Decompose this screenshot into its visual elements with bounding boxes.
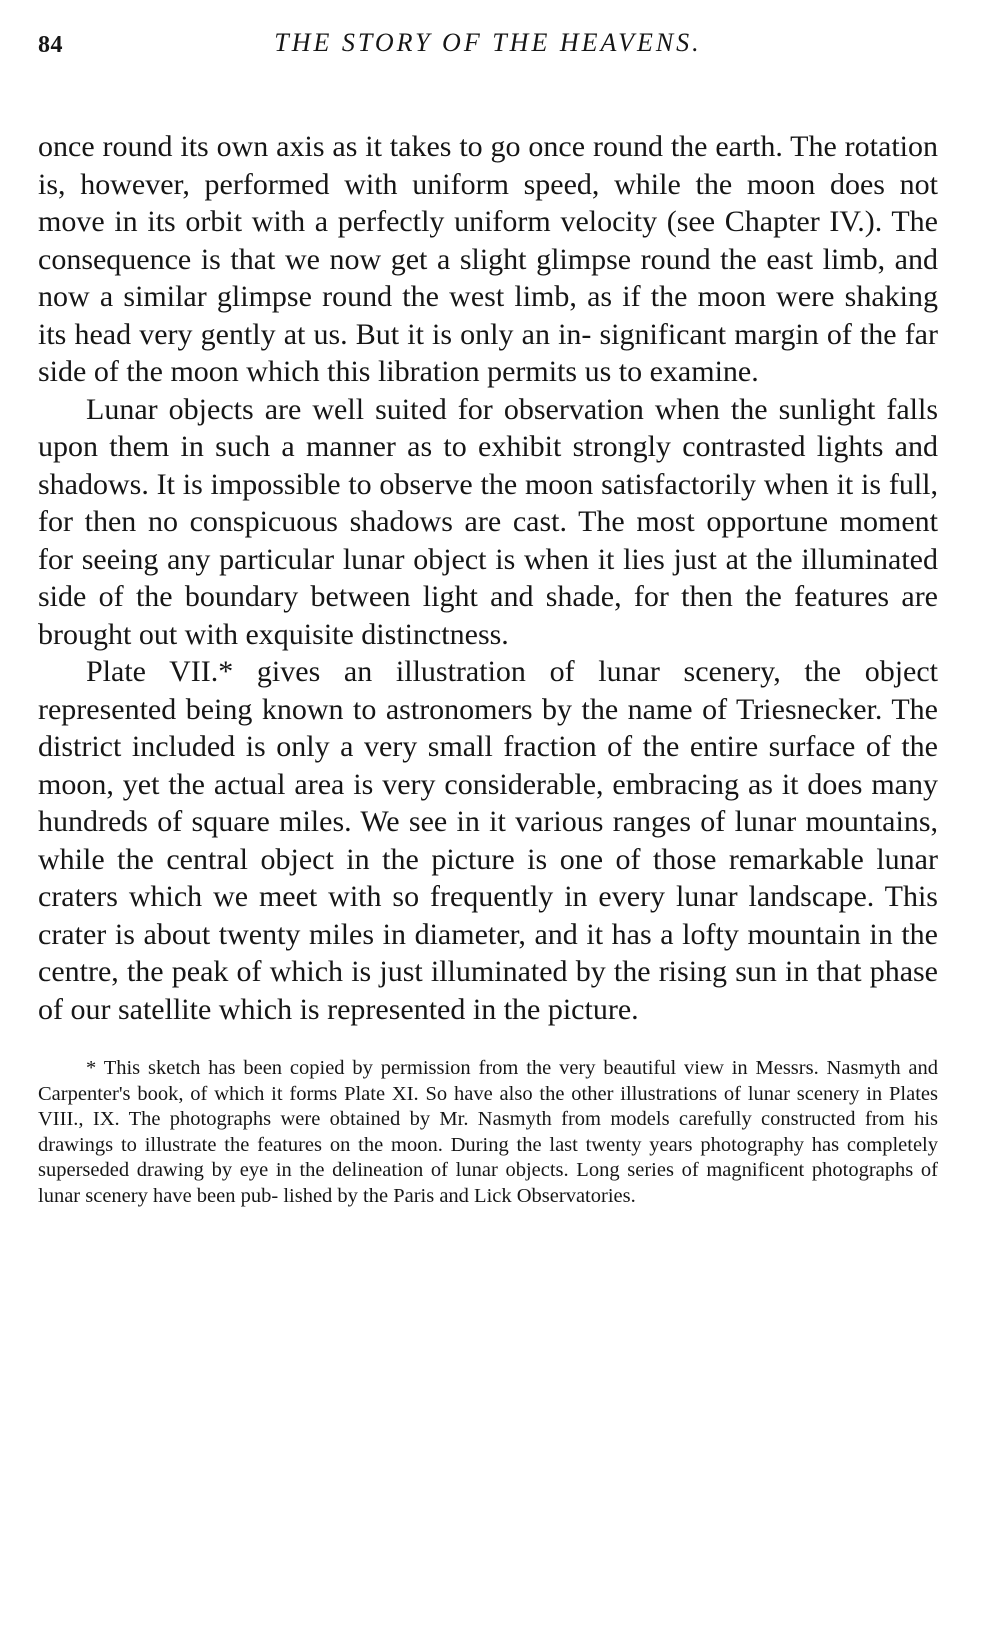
paragraph-lunar-objects: Lunar objects are well suited for observation when the sunlight falls upon them in such a manner as to exhibit strongly contrasted lights and shadows. It is impossible to observe the moon satisfactorily when it is full, for then no conspicuous shadows are cast. The most opportune moment for seeing any particular lunar object is when it lies just at the illuminated side of the boundary between light and shade, for then the features are brought out with exquisite distinctness.: [38, 392, 938, 651]
paragraph-continued: once round its own axis as it takes to go once round the earth. The rotation is, however, performed with uniform speed, while the moon does not move in its orbit with a perfectly uniform velocity (see Chapter IV.). The consequence is that we now get a slight glimpse round the east limb, and now a similar glimpse round the west limb, as if the moon were shaking its head very gently at us. But it is only an in- significant margin of the far side of the moon which this libration permits us to examine.: [38, 130, 938, 388]
paragraph-plate-vii: Plate VII.* gives an illustration of lunar scenery, the object represented being known to astronomers by the name of Triesnecker. The district included is only a very small fraction of the entire surface of the moon, yet the actual area is very considerable, embracing as it does many hundreds of square miles. We see in it various ranges of lunar mountains, while the central object in the picture is one of those remarkable lunar craters which we meet with so frequently in every lunar landscape. This crater is about twenty miles in diameter, and it has a lofty mountain in the centre, the peak of which is just illuminated by the rising sun in that phase of our satellite which is represented in the picture.: [38, 655, 938, 1026]
body-text: [38, 128, 938, 1028]
footnote: [38, 1056, 938, 1210]
page-number: 84: [38, 32, 63, 58]
running-title: THE STORY OF THE HEAVENS.: [274, 28, 702, 57]
page-header: [38, 28, 938, 64]
book-page: [38, 28, 938, 1210]
footnote-text: * This sketch has been copied by permission from the very beautiful view in Messrs. Nasmyth and Carpenter's book, of which it forms Plate XI. So have also the other illustrations of lunar scenery in Plates VIII., IX. The photographs were obtained by Mr. Nasmyth from models carefully constructed from his drawings to illustrate the features on the moon. During the last twenty years photography has completely superseded drawing by eye in the delineation of lunar objects. Long series of magnificent photographs of lunar scenery have been pub- lished by the Paris and Lick Observatories.: [38, 1057, 938, 1207]
